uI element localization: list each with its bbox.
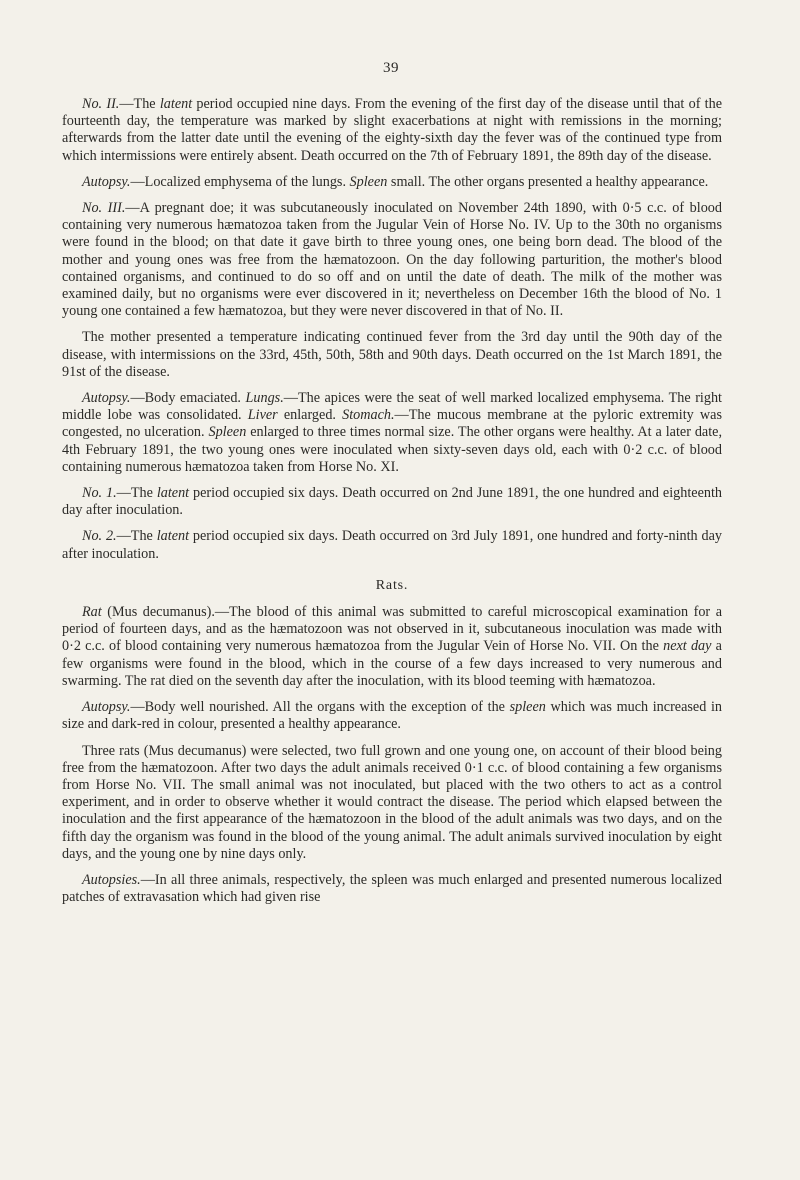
italic-term: Lungs.	[245, 390, 284, 407]
italic-term: Spleen	[349, 173, 388, 190]
italic-term: Spleen	[208, 424, 247, 441]
body-paragraph: Autopsy.—Body emaciated. Lungs.—The apices were the seat of well marked localized emphysema. The right middle lobe was consolidated. Liver enlarged. Stomach.—The mucous membrane at the pyloric extremity was congested, no ulceration. Spleen enlarged to three times normal size. The other organs were healthy. At a later date, 4th February 1891, the two young ones were inoculated when sixty-seven days old, each with 0·2 c.c. of blood containing numerous hæmatozoa taken from Horse No. XI.	[62, 390, 723, 475]
rats-paragraph: Autopsy.—Body well nourished. All the organs with the exception of the spleen which was much increased in size and dark-red in colour, presented a healthy appearance.	[62, 699, 722, 733]
paragraph-lead: Rat	[82, 604, 102, 621]
paragraph-lead: Autopsy.	[82, 390, 131, 407]
body-paragraph: No. II.—The latent period occupied nine days. From the evening of the first day of the disease until that of the fourteenth day, the temperature was marked by slight exacerbations at night with remissions in the morning; afterwards from the latter date until the evening of the eighty-sixth day the fever was of the continued type from which intermissions were entirely absent. Death occurred on the 7th of February 1891, the 89th day of the disease.	[62, 96, 722, 164]
paragraph-lead: No. II.	[82, 96, 120, 112]
paragraph-lead: No. 2.	[82, 528, 117, 545]
body-paragraph: Autopsy.—Localized emphysema of the lungs. Spleen small. The other organs presented a healthy appearance.	[82, 173, 709, 190]
italic-term: Liver	[247, 407, 278, 424]
body-paragraph: The mother presented a temperature indicating continued fever from the 3rd day until the 90th day of the disease, with intermissions on the 33rd, 45th, 50th, 58th and 90th days. Death occurred on the 1st March 1891, the 91st of the disease.	[62, 329, 722, 380]
body-text	[62, 96, 722, 915]
body-paragraph: No. III.—A pregnant doe; it was subcutaneously inoculated on November 24th 1890, with 0·5 c.c. of blood containing very numerous hæmatozoa taken from the Jugular Vein of Horse No. IV. Up to the 30th no organisms were found in the blood; on that date it gave birth to three young ones, one being born dead. The blood of the mother and young ones was free from the hæmatozoon. On the day following parturition, the mother's blood contained organisms, and continued to do so off and on until the date of death. The milk of the mother was examined daily, but no organisms were ever discovered in it; nevertheless on December 16th the blood of No. 1 young one contained a few hæmatozoa, but they were never discovered in that of No. II.	[62, 200, 722, 320]
paragraph-lead: Autopsy.	[82, 699, 131, 716]
paragraph-lead: No. 1.	[82, 485, 117, 502]
italic-term: Stomach.	[342, 407, 395, 424]
rats-paragraph: Three rats (Mus decumanus) were selected, two full grown and one young one, on account of their blood being free from the hæmatozoon. After two days the adult animals received 0·1 c.c. of blood containing a few organisms from Horse No. VII. The small animal was not inoculated, but placed with the two others to act as a control experiment, and in order to observe whether it would contract the disease. The period which elapsed between the inoculation and the first appearance of the hæmatozoon in the blood of the adult animals was two days, and on the fifth day the organism was found in the blood of the young animal. The adult animals survived inoculation by eight days, and the young one by nine days only.	[62, 742, 722, 862]
body-paragraph: No. 1.—The latent period occupied six days. Death occurred on 2nd June 1891, the one hundred and eighteenth day after inoculation.	[62, 485, 723, 519]
italic-term: latent	[156, 485, 190, 502]
paragraph-lead: Autopsy.	[82, 173, 131, 190]
section-heading-rats: Rats.	[375, 577, 409, 593]
rats-paragraph: Rat (Mus decumanus).—The blood of this animal was submitted to careful microscopical examination for a period of fourteen days, and as the hæmatozoon was not observed in it, subcutaneous inoculation was made with 0·2 c.c. of blood containing very numerous hæmatozoa from the Jugular Vein of Horse No. VII. On the next day a few organisms were found in the blood, which in the course of a few days increased to very numerous and swarming. The rat died on the seventh day after the inoculation, with its blood teeming with hæmatozoa.	[62, 604, 722, 689]
body-paragraph: No. 2.—The latent period occupied six days. Death occurred on 3rd July 1891, one hundred and forty-ninth day after inoculation.	[62, 528, 722, 562]
paragraph-lead: Autopsies.	[82, 871, 141, 888]
italic-term: next day	[663, 638, 712, 655]
rats-section	[62, 604, 722, 906]
rats-paragraph: Autopsies.—In all three animals, respectively, the spleen was much enlarged and presented numerous localized patches of extravasation which had given rise	[62, 871, 722, 906]
page-number: 39	[383, 60, 399, 76]
italic-term: latent	[159, 96, 193, 112]
italic-term: spleen	[509, 699, 546, 716]
paragraphs-section	[62, 96, 722, 563]
paragraph-lead: No. III.	[82, 200, 126, 217]
italic-term: latent	[156, 528, 190, 545]
